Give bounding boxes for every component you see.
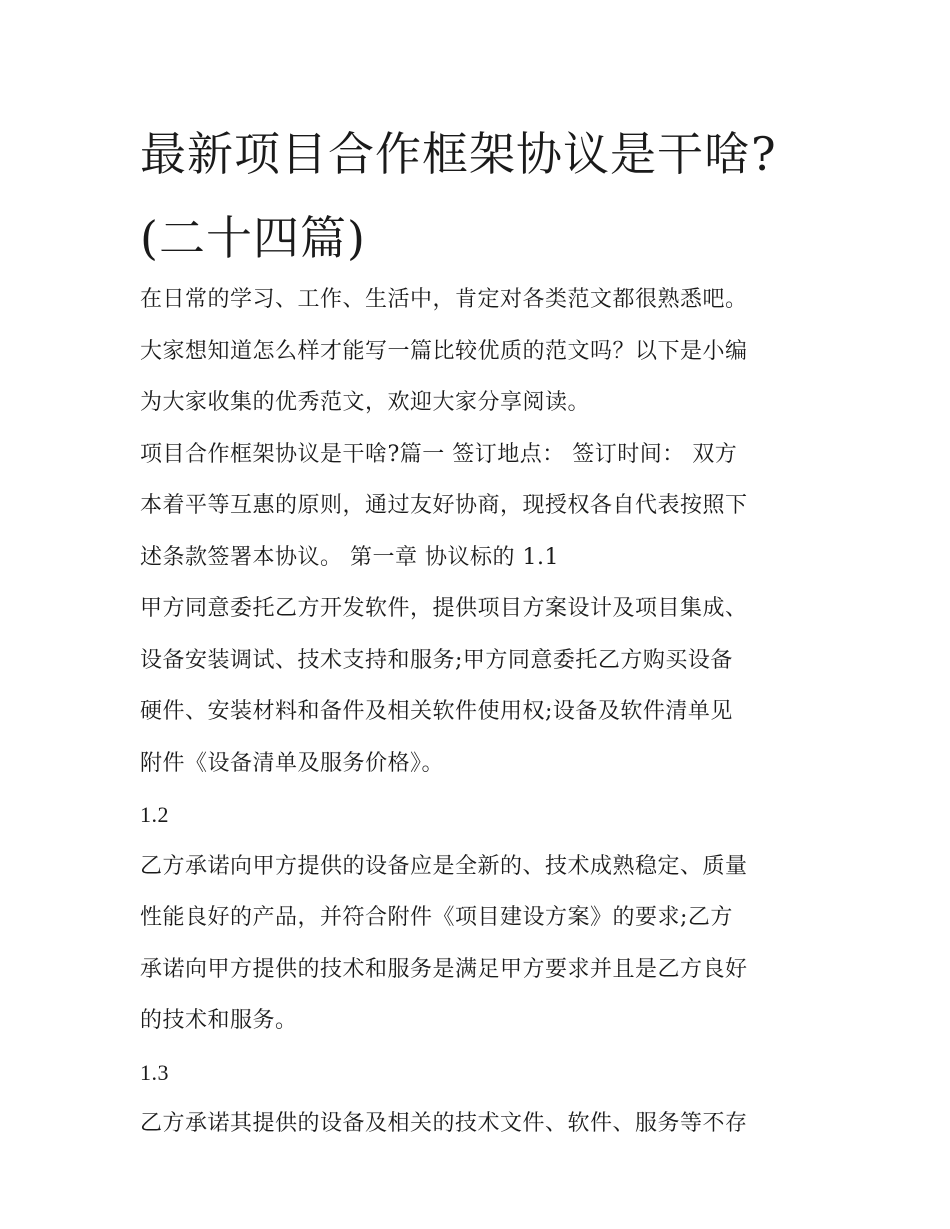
clause-1-2-paragraph: 乙方承诺向甲方提供的设备应是全新的、技术成熟稳定、质量 性能良好的产品，并符合附件《项目建设方案》的要求;乙方 承诺向甲方提供的技术和服务是满足甲方要求并且是乙方良好 的技术和服务。: [140, 853, 748, 1033]
section-1-paragraph: 项目合作框架协议是干啥?篇一 签订地点： 签订时间： 双方 本着平等互惠的原则，通过友好协商，现授权各自代表按照下 述条款签署本协议。 第一章 协议标的 1.1: [140, 441, 748, 570]
clause-1-2-number: 1.2: [140, 802, 169, 827]
clause-1-3-number: 1.3: [140, 1059, 169, 1085]
document-title: 最新项目合作框架协议是干啥? (二十四篇): [140, 127, 777, 265]
clause-1-1-paragraph: 甲方同意委托乙方开发软件，提供项目方案设计及项目集成、 设备安装调试、技术支持和服务;甲方同意委托乙方购买设备 硬件、安装材料和备件及相关软件使用权;设备及软件清单见 附件《设备清单及服务价格》。: [140, 596, 748, 776]
clause-1-3-paragraph: 乙方承诺其提供的设备及相关的技术文件、软件、服务等不存: [140, 1111, 748, 1136]
document-body: [140, 274, 820, 1150]
intro-paragraph: 在日常的学习、工作、生活中，肯定对各类范文都很熟悉吧。 大家想知道怎么样才能写一篇比较优质的范文吗？以下是小编 为大家收集的优秀范文，欢迎大家分享阅读。: [140, 287, 748, 415]
